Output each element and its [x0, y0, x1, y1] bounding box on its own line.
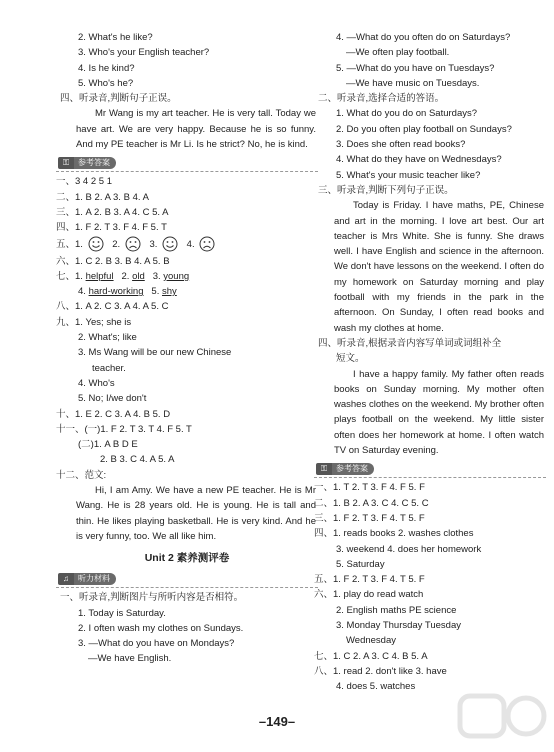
- listen-line: 4. What do they have on Wednesdays?: [336, 154, 502, 166]
- answer-line: 4. hard-working 5. shy: [78, 286, 177, 298]
- answer-line: 七、1. helpful 2. old 3. young: [56, 270, 190, 282]
- answer-line: 八、1. A 2. C 3. A 4. A 5. C: [56, 301, 169, 313]
- answer-line: 九、1. Yes; she is: [56, 316, 132, 328]
- answer-line-faces: 五、1. 2. 3. 4.: [56, 236, 318, 254]
- listen-line: 2. What's he like?: [78, 32, 153, 43]
- listen-line: 5. What's your music teacher like?: [336, 169, 481, 181]
- unit-title: Unit 2 素养测评卷: [144, 552, 230, 565]
- answer-line: 六、1. C 2. B 3. B 4. A 5. B: [56, 255, 170, 267]
- page-number: –149–: [258, 714, 296, 729]
- answer-line: 3. weekend 4. does her homework: [336, 543, 482, 555]
- answer-line: 六、1. play do read watch: [314, 589, 424, 601]
- answer-badge: ⚿ 参考答案: [316, 463, 374, 475]
- answer-line: 3. Monday Thursday Tuesday: [336, 619, 461, 631]
- listen-line: 3. —What do you have on Mondays?: [78, 638, 235, 650]
- answer-line: 一、3 4 2 5 1: [56, 176, 112, 188]
- question-title-cont: 短文。: [336, 353, 365, 365]
- answer-line: 五、1. F 2. T 3. F 4. T 5. F: [314, 574, 425, 586]
- answer-line: 四、1. reads books 2. washes clothes: [314, 528, 474, 540]
- answer-line: 3. Ms Wang will be our new Chinese: [78, 347, 232, 359]
- dashed-divider: [56, 587, 318, 588]
- answer-badge: ⚿ 参考答案: [58, 157, 116, 169]
- listen-line: —We have music on Tuesdays.: [346, 77, 480, 89]
- answer-line: 十一、(一)1. F 2. T 3. T 4. F 5. T: [56, 423, 192, 435]
- listen-line: 4. Is he kind?: [78, 62, 135, 74]
- passage: I have a happy family. My father often reads books on Sunday morning. My mother often washes clothes on the weekend. My brother often plays football on the weekend. My little sister often does her homework at home. I often watch TV on Saturday evening.: [334, 368, 544, 457]
- passage: Today is Friday. I have maths, PE, Chinese and art in the morning. I love art best. Our art teacher is Mrs White. She is funny. She draws well. I have English and science in the afternoon. We don't have lessons on the weekend. I often do my homework on Saturday morning and play football with my friends in the park in the afternoon. On Sunday, I often read books and wash my clothes at home.: [334, 200, 544, 334]
- answer-line: 七、1. C 2. A 3. C 4. B 5. A: [314, 650, 428, 662]
- answer-line: 2. English maths PE science: [336, 604, 457, 616]
- listen-line: 1. Today is Saturday.: [78, 607, 166, 619]
- answer-line: 三、1. A 2. B 3. A 4. C 5. A: [56, 206, 169, 218]
- answer-line: 八、1. read 2. don't like 3. have: [314, 665, 447, 677]
- answer-line: 二、1. B 2. A 3. B 4. A: [56, 191, 149, 203]
- key-icon: ⚿: [316, 463, 332, 475]
- listen-line: 3. Does she often read books?: [336, 139, 466, 151]
- headphones-icon: ♫: [58, 573, 74, 585]
- dashed-divider: [56, 171, 318, 172]
- essay: Hi, I am Amy. We have a new PE teacher. He is Mr Wang. He is 28 years old. He is young. He is tall and thin. He likes playing basketball. He is very kind. And he is very funny, too. We all like him.: [76, 485, 316, 542]
- answer-line: 2. What's; like: [78, 332, 137, 344]
- listen-line: 2. I often wash my clothes on Sundays.: [78, 622, 244, 634]
- answer-line: 4. does 5. watches: [336, 681, 416, 693]
- answer-line: 二、1. B 2. A 3. C 4. C 5. C: [314, 497, 429, 509]
- dashed-divider: [314, 477, 546, 478]
- listen-line: 2. Do you often play football on Sundays?: [336, 123, 512, 135]
- listen-line: 3. Who's your English teacher?: [78, 47, 210, 59]
- answer-line: 5. Saturday: [336, 558, 385, 570]
- answer-line: 十、1. E 2. C 3. A 4. B 5. D: [56, 408, 171, 420]
- happy-face-icon: [162, 236, 178, 252]
- question-title: 四、听录音,判断句子正误。: [60, 93, 177, 105]
- listen-line: —We have English.: [88, 653, 172, 665]
- answer-line: 一、1. T 2. T 3. F 4. F 5. F: [314, 482, 425, 494]
- sad-face-icon: [199, 236, 215, 252]
- passage: Mr Wang is my art teacher. He is very tall. Today we have art. We are very happy. Because he is so funny. And my PE teacher is Mr Li. Is he strict? No, he is kind.: [76, 108, 316, 151]
- question-title: 四、听录音,根据录音内容写单词或词组补全: [318, 337, 502, 349]
- answer-line: Wednesday: [346, 635, 396, 647]
- listen-line: 5. —What do you have on Tuesdays?: [336, 62, 495, 74]
- answer-line: 四、1. F 2. T 3. F 4. F 5. T: [56, 222, 167, 234]
- listen-badge: ♫ 听力材料: [58, 573, 116, 585]
- happy-face-icon: [88, 236, 104, 252]
- key-icon: ⚿: [58, 157, 74, 169]
- answer-line: 十二、范文:: [56, 469, 107, 481]
- listen-line: 4. —What do you often do on Saturdays?: [336, 32, 511, 43]
- answer-line: (二)1. A B D E: [78, 439, 138, 451]
- sad-face-icon: [125, 236, 141, 252]
- answer-line: teacher.: [92, 362, 126, 374]
- listen-line: —We often play football.: [346, 47, 450, 59]
- listen-line: 5. Who's he?: [78, 77, 134, 89]
- left-column: [56, 30, 318, 667]
- question-title: 一、听录音,判断图片与所听内容是否相符。: [60, 592, 244, 604]
- question-title: 二、听录音,选择合适的答语。: [318, 93, 445, 105]
- answer-line: 三、1. F 2. T 3. F 4. T 5. F: [314, 512, 425, 524]
- answer-line: 5. No; I/we don't: [78, 393, 147, 405]
- answer-line: 4. Who's: [78, 377, 115, 389]
- listen-line: 1. What do you do on Saturdays?: [336, 108, 478, 120]
- right-column: [314, 30, 546, 694]
- question-title: 三、听录音,判断下列句子正误。: [318, 184, 454, 196]
- answer-line: 2. B 3. C 4. A 5. A: [100, 454, 175, 466]
